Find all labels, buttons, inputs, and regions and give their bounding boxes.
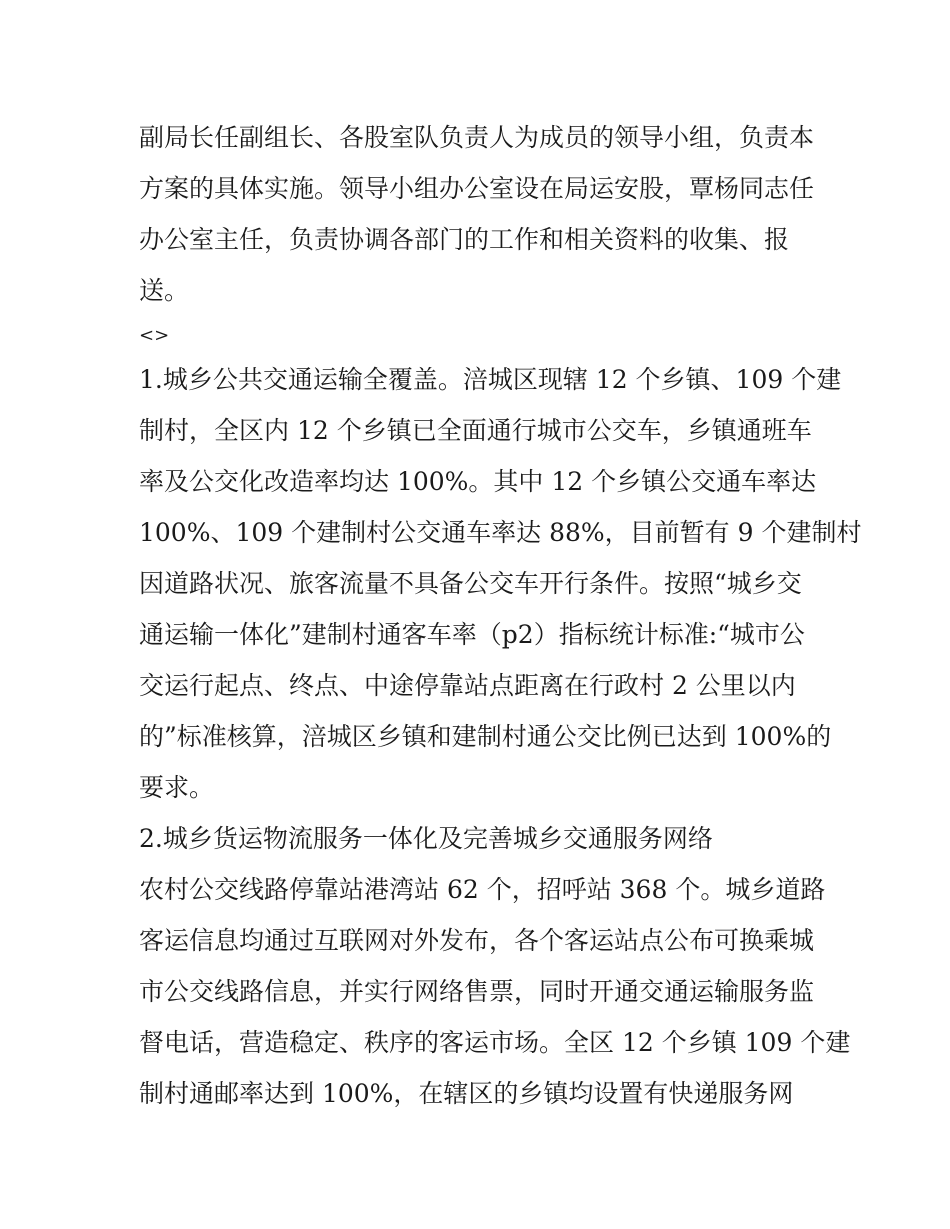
text-line: 的”标准核算，涪城区乡镇和建制村通公交比例已达到 100%的 — [139, 722, 832, 751]
section-2-heading: 2.城乡货运物流服务一体化及完善城乡交通服务网络 — [139, 824, 713, 853]
text-line: 送。 — [139, 276, 190, 305]
text-line: 制村通邮率达到 100%，在辖区的乡镇均设置有快递服务网 — [139, 1079, 794, 1108]
text-line: 通运输一体化”建制村通客车率（p2）指标统计标准:“城市公 — [139, 620, 805, 649]
text-line: 农村公交线路停靠站港湾站 62 个，招呼站 368 个。城乡道路 — [139, 875, 826, 904]
text-line: 客运信息均通过互联网对外发布，各个客运站点公布可换乘城 — [139, 926, 815, 955]
text-line: 100%、109 个建制村公交通车率达 88%，目前暂有 9 个建制村 — [139, 518, 862, 547]
text-line: 市公交线路信息，并实行网络售票，同时开通交通运输服务监 — [139, 977, 815, 1006]
intro-paragraph — [139, 112, 819, 316]
text-line: 率及公交化改造率均达 100%。其中 12 个乡镇公交通车率达 — [139, 467, 817, 496]
document-page — [139, 112, 862, 1119]
section-2-paragraph — [139, 864, 851, 1119]
text-line: 制村，全区内 12 个乡镇已全面通行城市公交车，乡镇通班车 — [139, 416, 812, 445]
text-line: 1.城乡公共交通运输全覆盖。涪城区现辖 12 个乡镇、109 个建 — [139, 365, 842, 394]
text-line: 办公室主任，负责协调各部门的工作和相关资料的收集、报 — [139, 225, 790, 254]
text-line: 要求。 — [139, 773, 215, 802]
section-1-paragraph — [139, 354, 862, 813]
text-line: 副局长任副组长、各股室队负责人为成员的领导小组，负责本 — [139, 123, 815, 152]
text-line: 因道路状况、旅客流量不具备公交车开行条件。按照“城乡交 — [139, 569, 802, 598]
text-line: 方案的具体实施。领导小组办公室设在局运安股，覃杨同志任 — [139, 174, 815, 203]
text-line: 督电话，营造稳定、秩序的客运市场。全区 12 个乡镇 109 个建 — [139, 1028, 851, 1057]
placeholder-marker: <> — [139, 325, 170, 346]
text-line: 交运行起点、终点、中途停靠站点距离在行政村 2 公里以内 — [139, 671, 796, 700]
